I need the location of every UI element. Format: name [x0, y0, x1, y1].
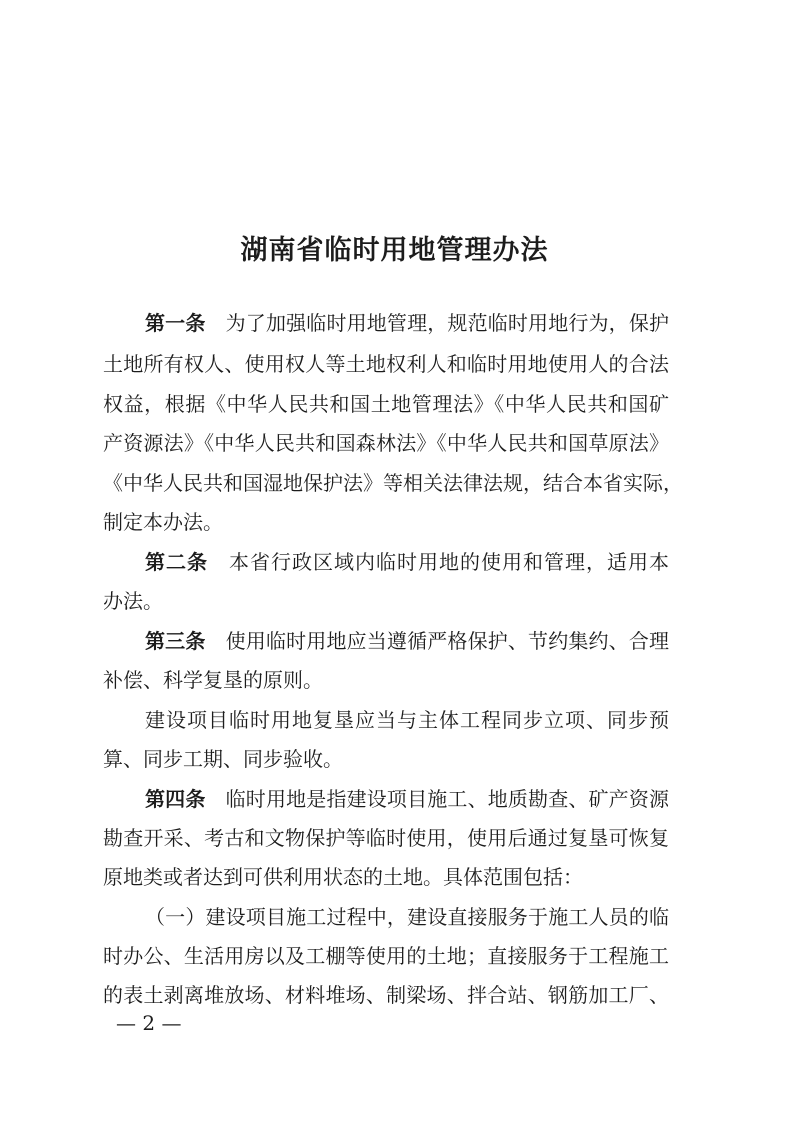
item-1-line-3: 的表土剥离堆放场、材料堆场、制梁场、拌合站、钢筋加工厂、	[103, 983, 669, 1007]
article-1-line-1	[145, 313, 669, 333]
document-title: 湖南省临时用地管理办法	[240, 235, 549, 266]
article-2-line-1	[145, 552, 669, 572]
article-2-line-2: 办法。	[103, 589, 163, 613]
article-1-line-3: 权益，根据《中华人民共和国土地管理法》《中华人民共和国矿	[103, 392, 669, 416]
article-1-text-1: 为了加强临时用地管理，规范临时用地行为，保护	[225, 311, 670, 335]
article-3-text-1: 使用临时用地应当遵循严格保护、节约集约、合理	[225, 629, 670, 653]
article-4-line-2: 勘查开采、考古和文物保护等临时使用，使用后通过复垦可恢复	[103, 826, 669, 850]
article-1-line-6: 制定本办法。	[103, 510, 223, 534]
article-4-line-3: 原地类或者达到可供利用状态的土地。具体范围包括：	[103, 865, 583, 889]
paragraph-3b-line-2: 算、同步工期、同步验收。	[103, 747, 343, 771]
item-1-line-1: （一）建设项目施工过程中，建设直接服务于施工人员的临	[145, 905, 669, 929]
article-1-line-5: 《中华人民共和国湿地保护法》等相关法律法规，结合本省实际，	[103, 471, 683, 495]
article-3-line-1	[145, 631, 669, 651]
article-3-heading: 第三条	[145, 629, 206, 653]
article-3-line-2: 补偿、科学复垦的原则。	[103, 668, 323, 692]
article-1-line-2: 土地所有权人、使用权人等土地权利人和临时用地使用人的合法	[103, 352, 669, 376]
article-1-heading: 第一条	[145, 311, 206, 335]
article-2-heading: 第二条	[145, 550, 208, 574]
article-1-line-4: 产资源法》《中华人民共和国森林法》《中华人民共和国草原法》	[103, 431, 669, 455]
paragraph-3b-line-1: 建设项目临时用地复垦应当与主体工程同步立项、同步预	[145, 708, 669, 732]
article-4-heading: 第四条	[145, 787, 206, 811]
item-1-line-2: 时办公、生活用房以及工棚等使用的土地；直接服务于工程施工	[103, 944, 669, 968]
article-4-line-1	[145, 789, 669, 809]
page-number: — 2 —	[116, 1011, 182, 1035]
article-2-text-1: 本省行政区域内临时用地的使用和管理，适用本	[228, 550, 669, 574]
article-4-text-1: 临时用地是指建设项目施工、地质勘查、矿产资源	[225, 787, 670, 811]
